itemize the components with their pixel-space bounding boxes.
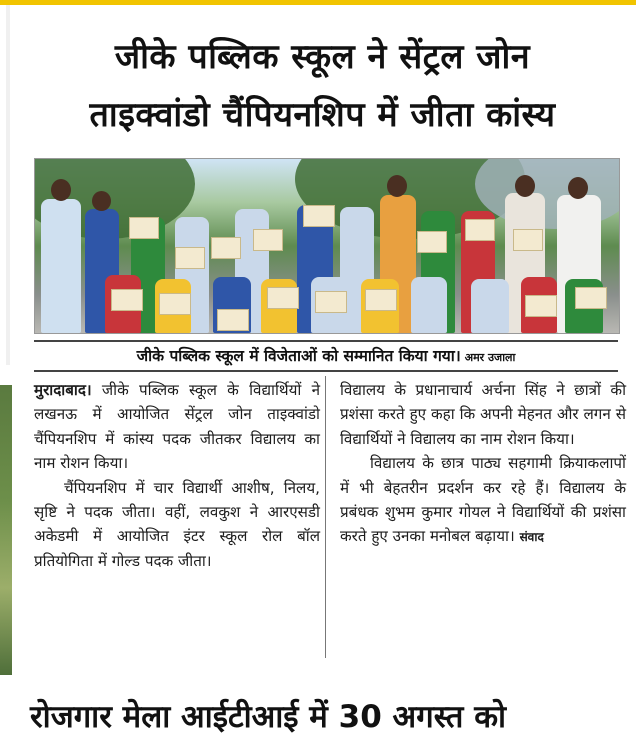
photo-certificate — [175, 247, 205, 269]
photo-caption-text: जीके पब्लिक स्कूल में विजेताओं को सम्मानित किया गया। — [136, 347, 461, 365]
article-paragraph: चैंपियनशिप में चार विद्यार्थी आशीष, निलय, सृष्टि ने पदक जीता। वहीं, लवकुश ने आरएसडी अकेडमी में आयोजित इंटर स्कूल रोल बॉल प्रतियोगिता में गोल्ड पदक जीता। — [34, 478, 320, 570]
article-paragraph — [34, 378, 320, 476]
article-column-right — [340, 378, 626, 550]
photo-certificate — [217, 309, 249, 331]
article-paragraph-text: विद्यालय के छात्र पाठ्य सहगामी क्रियाकलापों में भी बेहतरीन प्रदर्शन कर रहे हैं। विद्यालय के प्रबंधक शुभम कुमार गोयल ने विद्यार्थियों की प्रशंसा करते हुए उनका मनोबल बढ़ाया। — [340, 454, 626, 546]
photo-certificate — [159, 293, 191, 315]
article-headline — [30, 28, 615, 144]
adjacent-column-edge — [0, 5, 14, 742]
photo-certificate — [267, 287, 299, 309]
photo-certificate — [211, 237, 241, 259]
photo-certificate — [575, 287, 607, 309]
photo-certificate — [253, 229, 283, 251]
photo-person-head — [387, 175, 407, 197]
headline-line-2: ताइक्वांडो चैंपियनशिप में जीता कांस्य — [89, 95, 556, 135]
photo-person-head — [51, 179, 71, 201]
photo-certificate — [129, 217, 159, 239]
photo-certificate — [525, 295, 557, 317]
photo-certificate — [111, 289, 143, 311]
photo-person — [41, 199, 81, 333]
photo-person-head — [92, 191, 111, 211]
column-divider — [325, 376, 326, 658]
photo-person-head — [515, 175, 535, 197]
headline-line-1: जीके पब्लिक स्कूल ने सेंट्रल जोन — [114, 37, 531, 77]
adjacent-column-rule — [6, 5, 10, 365]
article-dateline: मुरादाबाद। — [34, 381, 92, 399]
group-photo — [34, 158, 620, 334]
photo-certificate — [365, 289, 397, 311]
article-byline: संवाद — [519, 530, 544, 545]
photo-certificate — [417, 231, 447, 253]
photo-person — [471, 279, 509, 333]
adjacent-photo-edge — [0, 385, 12, 675]
article-paragraph — [340, 451, 626, 550]
photo-certificate — [513, 229, 543, 251]
article-paragraph-text: जीके पब्लिक स्कूल के विद्यार्थियों ने लखनऊ में आयोजित सेंट्रल जोन ताइक्वांडो चैंपियनशिप में कांस्य पदक जीतकर विद्यालय का नाम रोशन किया। — [34, 381, 320, 473]
top-color-bar — [0, 0, 636, 5]
photo-certificate — [315, 291, 347, 313]
photo-credit: अमर उजाला — [464, 351, 516, 364]
article-column-left — [34, 378, 320, 573]
photo-person-head — [568, 177, 588, 199]
photo-person — [411, 277, 447, 333]
photo-caption — [34, 340, 618, 372]
article-paragraph: विद्यालय के प्रधानाचार्य अर्चना सिंह ने छात्रों की प्रशंसा करते हुए कहा कि अपनी मेहनत और लगन से विद्यार्थियों ने विद्यालय का नाम रोशन किया। — [340, 381, 626, 448]
photo-certificate — [465, 219, 495, 241]
photo-certificate — [303, 205, 335, 227]
next-article-headline: रोजगार मेला आईटीआई में 30 अगस्त को — [30, 699, 507, 735]
